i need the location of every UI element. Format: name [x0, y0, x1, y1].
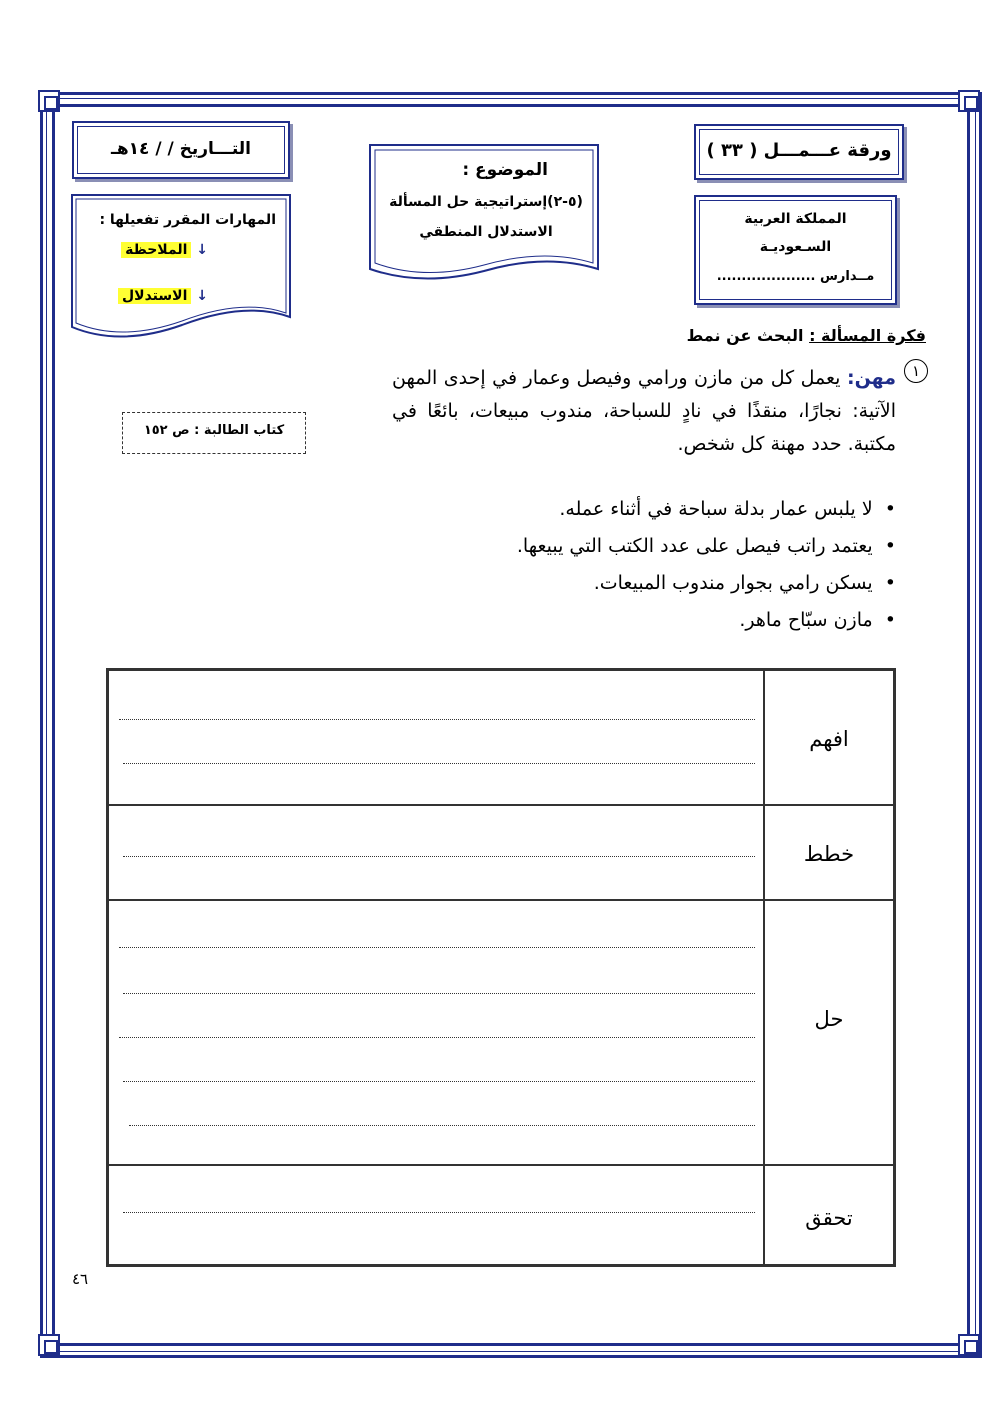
skill-label: الاستدلال — [118, 288, 191, 304]
step-label-cell — [764, 900, 894, 1165]
date-label: التـــاريخ / / ١٤هـ — [111, 139, 251, 159]
corner-ornament-bottom-right — [958, 1334, 980, 1356]
subject-title: (٥-٢)إستراتيجية حل المسألة — [389, 194, 583, 210]
answer-line[interactable] — [119, 719, 755, 720]
corner-ornament-top-left — [38, 90, 60, 112]
corner-ornament-bottom-left — [38, 1334, 60, 1356]
answer-line[interactable] — [123, 993, 755, 994]
clue-item — [380, 498, 896, 535]
clue-text: يسكن رامي بجوار مندوب المبيعات. — [593, 572, 873, 594]
answer-line[interactable] — [123, 1081, 755, 1082]
step-label-cell — [764, 1165, 894, 1265]
skills-heading: المهارات المقرر تفعيلها : — [99, 212, 276, 228]
worksheet-label-box — [694, 124, 904, 180]
problem-idea-value: البحث عن نمط — [686, 326, 804, 345]
answer-line[interactable] — [119, 947, 755, 948]
worksheet-label: ورقة عـــمـــل ( ٣٣ ) — [706, 140, 892, 161]
skill-item — [110, 242, 208, 258]
step-answer-cell[interactable] — [108, 670, 764, 805]
step-solve-label: حل — [814, 1007, 844, 1031]
problem-number: ١ — [904, 359, 928, 383]
step-check-label: تحقق — [805, 1206, 853, 1230]
problem-idea — [600, 326, 926, 345]
step-answer-cell[interactable] — [108, 900, 764, 1165]
skill-item — [110, 288, 208, 304]
step-plan-label: خطط — [803, 842, 855, 866]
arrow-down-icon: ↓ — [196, 288, 208, 304]
answer-line[interactable] — [123, 763, 755, 764]
step-label-cell — [764, 805, 894, 900]
clue-item — [380, 609, 896, 646]
arrow-down-icon: ↓ — [196, 242, 208, 258]
subject-subtitle: الاستدلال المنطقي — [419, 224, 553, 240]
corner-ornament-top-right — [958, 90, 980, 112]
answer-line[interactable] — [119, 1037, 755, 1038]
step-label-cell — [764, 670, 894, 805]
answer-line[interactable] — [123, 856, 755, 857]
solution-steps-table — [106, 668, 896, 1267]
subject-heading: الموضوع : — [462, 160, 548, 180]
school-label: مــدارس .................... — [716, 269, 875, 284]
clue-text: يعتمد راتب فيصل على عدد الكتب التي يبيعها. — [516, 535, 873, 557]
country-line2: السـعوديـة — [759, 239, 832, 255]
textbook-reference: كتاب الطالبة : ص ١٥٢ — [122, 412, 306, 454]
step-answer-cell[interactable] — [108, 805, 764, 900]
clue-item — [380, 535, 896, 572]
answer-line[interactable] — [129, 1125, 755, 1126]
bullet-icon: • — [872, 535, 896, 557]
date-box — [72, 121, 290, 179]
clue-item — [380, 572, 896, 609]
school-box — [694, 195, 897, 305]
clue-text: لا يلبس عمار بدلة سباحة في أثناء عمله. — [559, 498, 873, 520]
problem-text: يعمل كل من مازن ورامي وفيصل وعمار في إحدى المهن الآتية: نجارًا، منقذًا في نادٍ للسباحة، مندوب مبيعات، بائعًا في مكتبة. حدد مهنة كل شخص. — [392, 367, 896, 455]
step-answer-cell[interactable] — [108, 1165, 764, 1265]
problem-idea-label: فكرة المسألة : — [809, 326, 926, 345]
clue-list — [380, 498, 896, 646]
problem-title: مهن: — [846, 367, 896, 389]
bullet-icon: • — [872, 498, 896, 520]
page-number: ٤٦ — [72, 1270, 89, 1288]
country-line1: المملكة العربية — [744, 211, 847, 227]
answer-line[interactable] — [123, 1212, 755, 1213]
skill-label: الملاحظة — [121, 242, 191, 258]
bullet-icon: • — [872, 572, 896, 594]
problem-statement — [392, 362, 896, 461]
clue-text: مازن سبّاح ماهر. — [739, 609, 873, 631]
step-understand-label: افهم — [809, 727, 849, 751]
bullet-icon: • — [872, 609, 896, 631]
